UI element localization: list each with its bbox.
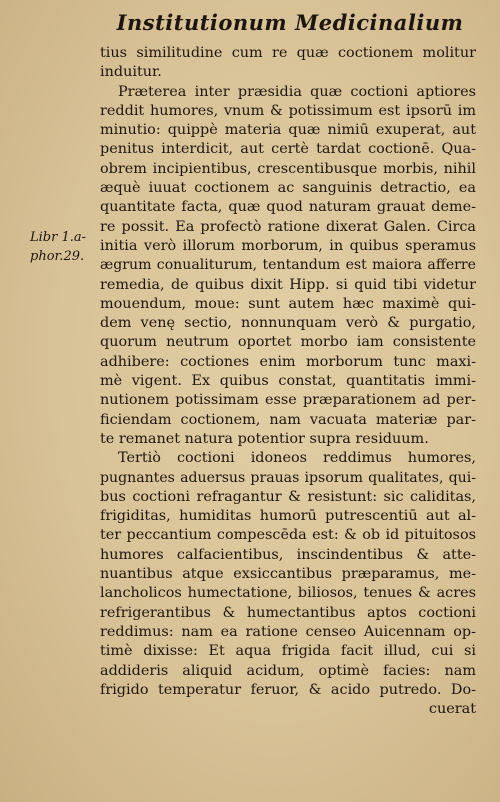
- text-line: reddimus: nam ea ratione censeo Auicennam op-: [100, 623, 476, 640]
- text-line: quantitate facta, quæ quod naturam grauat deme-: [100, 199, 476, 216]
- text-line: addideris aliquid acidum, optimè facies: nam: [100, 662, 476, 679]
- text-line: obrem incipientibus, crescentibusque morbis, nihil: [100, 160, 476, 177]
- text-line: refrigerantibus & humectantibus aptos coctioni: [100, 604, 476, 621]
- text-line: induitur.: [100, 64, 162, 81]
- text-line: ficiendam coctionem, nam vacuata materiæ par-: [100, 411, 476, 428]
- text-line: nutionem potissimam esse præparationem ad per-: [100, 392, 476, 409]
- text-line: tius similitudine cum re quæ coctionem molitur: [100, 45, 476, 61]
- catchword: cuerat: [428, 701, 476, 718]
- text-line: adhibere: coctiones enim morborum tunc maxi-: [100, 353, 476, 370]
- text-line: lancholicos humectatione, biliosos, tenues & acres: [100, 585, 476, 602]
- text-line: remedia, de quibus dixit Hipp. si quid tibi videtur: [100, 276, 476, 293]
- text-line: bus coctioni refragantur & resistunt: sic caliditas,: [100, 488, 476, 505]
- text-line: timè dixisse: Et aqua frigida facit illud, cui si: [100, 643, 476, 660]
- text-line: nuantibus atque exsiccantibus præparamus, me-: [100, 566, 476, 583]
- text-line: initia verò illorum morborum, in quibus speramus: [100, 237, 476, 254]
- body-text: [100, 44, 476, 719]
- margin-note-line: Libr 1.a-: [30, 230, 87, 245]
- text-line: æquè iuuat coctionem ac sanguinis detractio, ea: [100, 180, 476, 197]
- text-line: re possit. Ea profectò ratione dixerat Galen. Circa: [100, 218, 476, 235]
- text-line: minutio: quippè materia quæ nimiū exuperat, aut: [100, 122, 476, 139]
- text-line: humores calfacientibus, inscindentibus & atte-: [100, 546, 476, 563]
- text-line: mè vigent. Ex quibus constat, quantitatis immi-: [100, 373, 476, 390]
- margin-note: [30, 228, 100, 267]
- text-line: reddit humores, vnum & potissimum est ipsorū im: [100, 102, 476, 119]
- text-line: mouendum, moue: sunt autem hæc maximè qui-: [100, 295, 476, 312]
- margin-note-line: phor.29.: [30, 249, 85, 265]
- text-line: quorum neutrum oportet morbo iam consistente: [100, 334, 476, 351]
- text-line: ægrum conualiturum, tentandum est maiora afferre: [100, 257, 476, 274]
- text-line: frigiditas, humiditas humorū putrescentiū aut al-: [100, 508, 476, 525]
- text-line: penitus interdicit, aut certè tardat coctionē. Qua-: [100, 141, 476, 158]
- text-line: frigido temperatur feruor, & acido putredo. Do-: [100, 681, 476, 698]
- running-header: Institutionum Medicinalium: [116, 10, 464, 35]
- text-line: ter peccantium compescēda est: & ob id pituitosos: [100, 527, 476, 544]
- text-line: Præterea inter præsidia quæ coctioni aptiores: [118, 83, 476, 100]
- text-line: dem venę sectio, nonnunquam verò & purgatio,: [100, 315, 476, 332]
- text-line: pugnantes aduersus prauas ipsorum qualitates, qui-: [100, 469, 476, 486]
- text-line: Tertiò coctioni idoneos reddimus humores,: [118, 450, 476, 467]
- text-line: te remanet natura potentior supra residuum.: [100, 430, 429, 447]
